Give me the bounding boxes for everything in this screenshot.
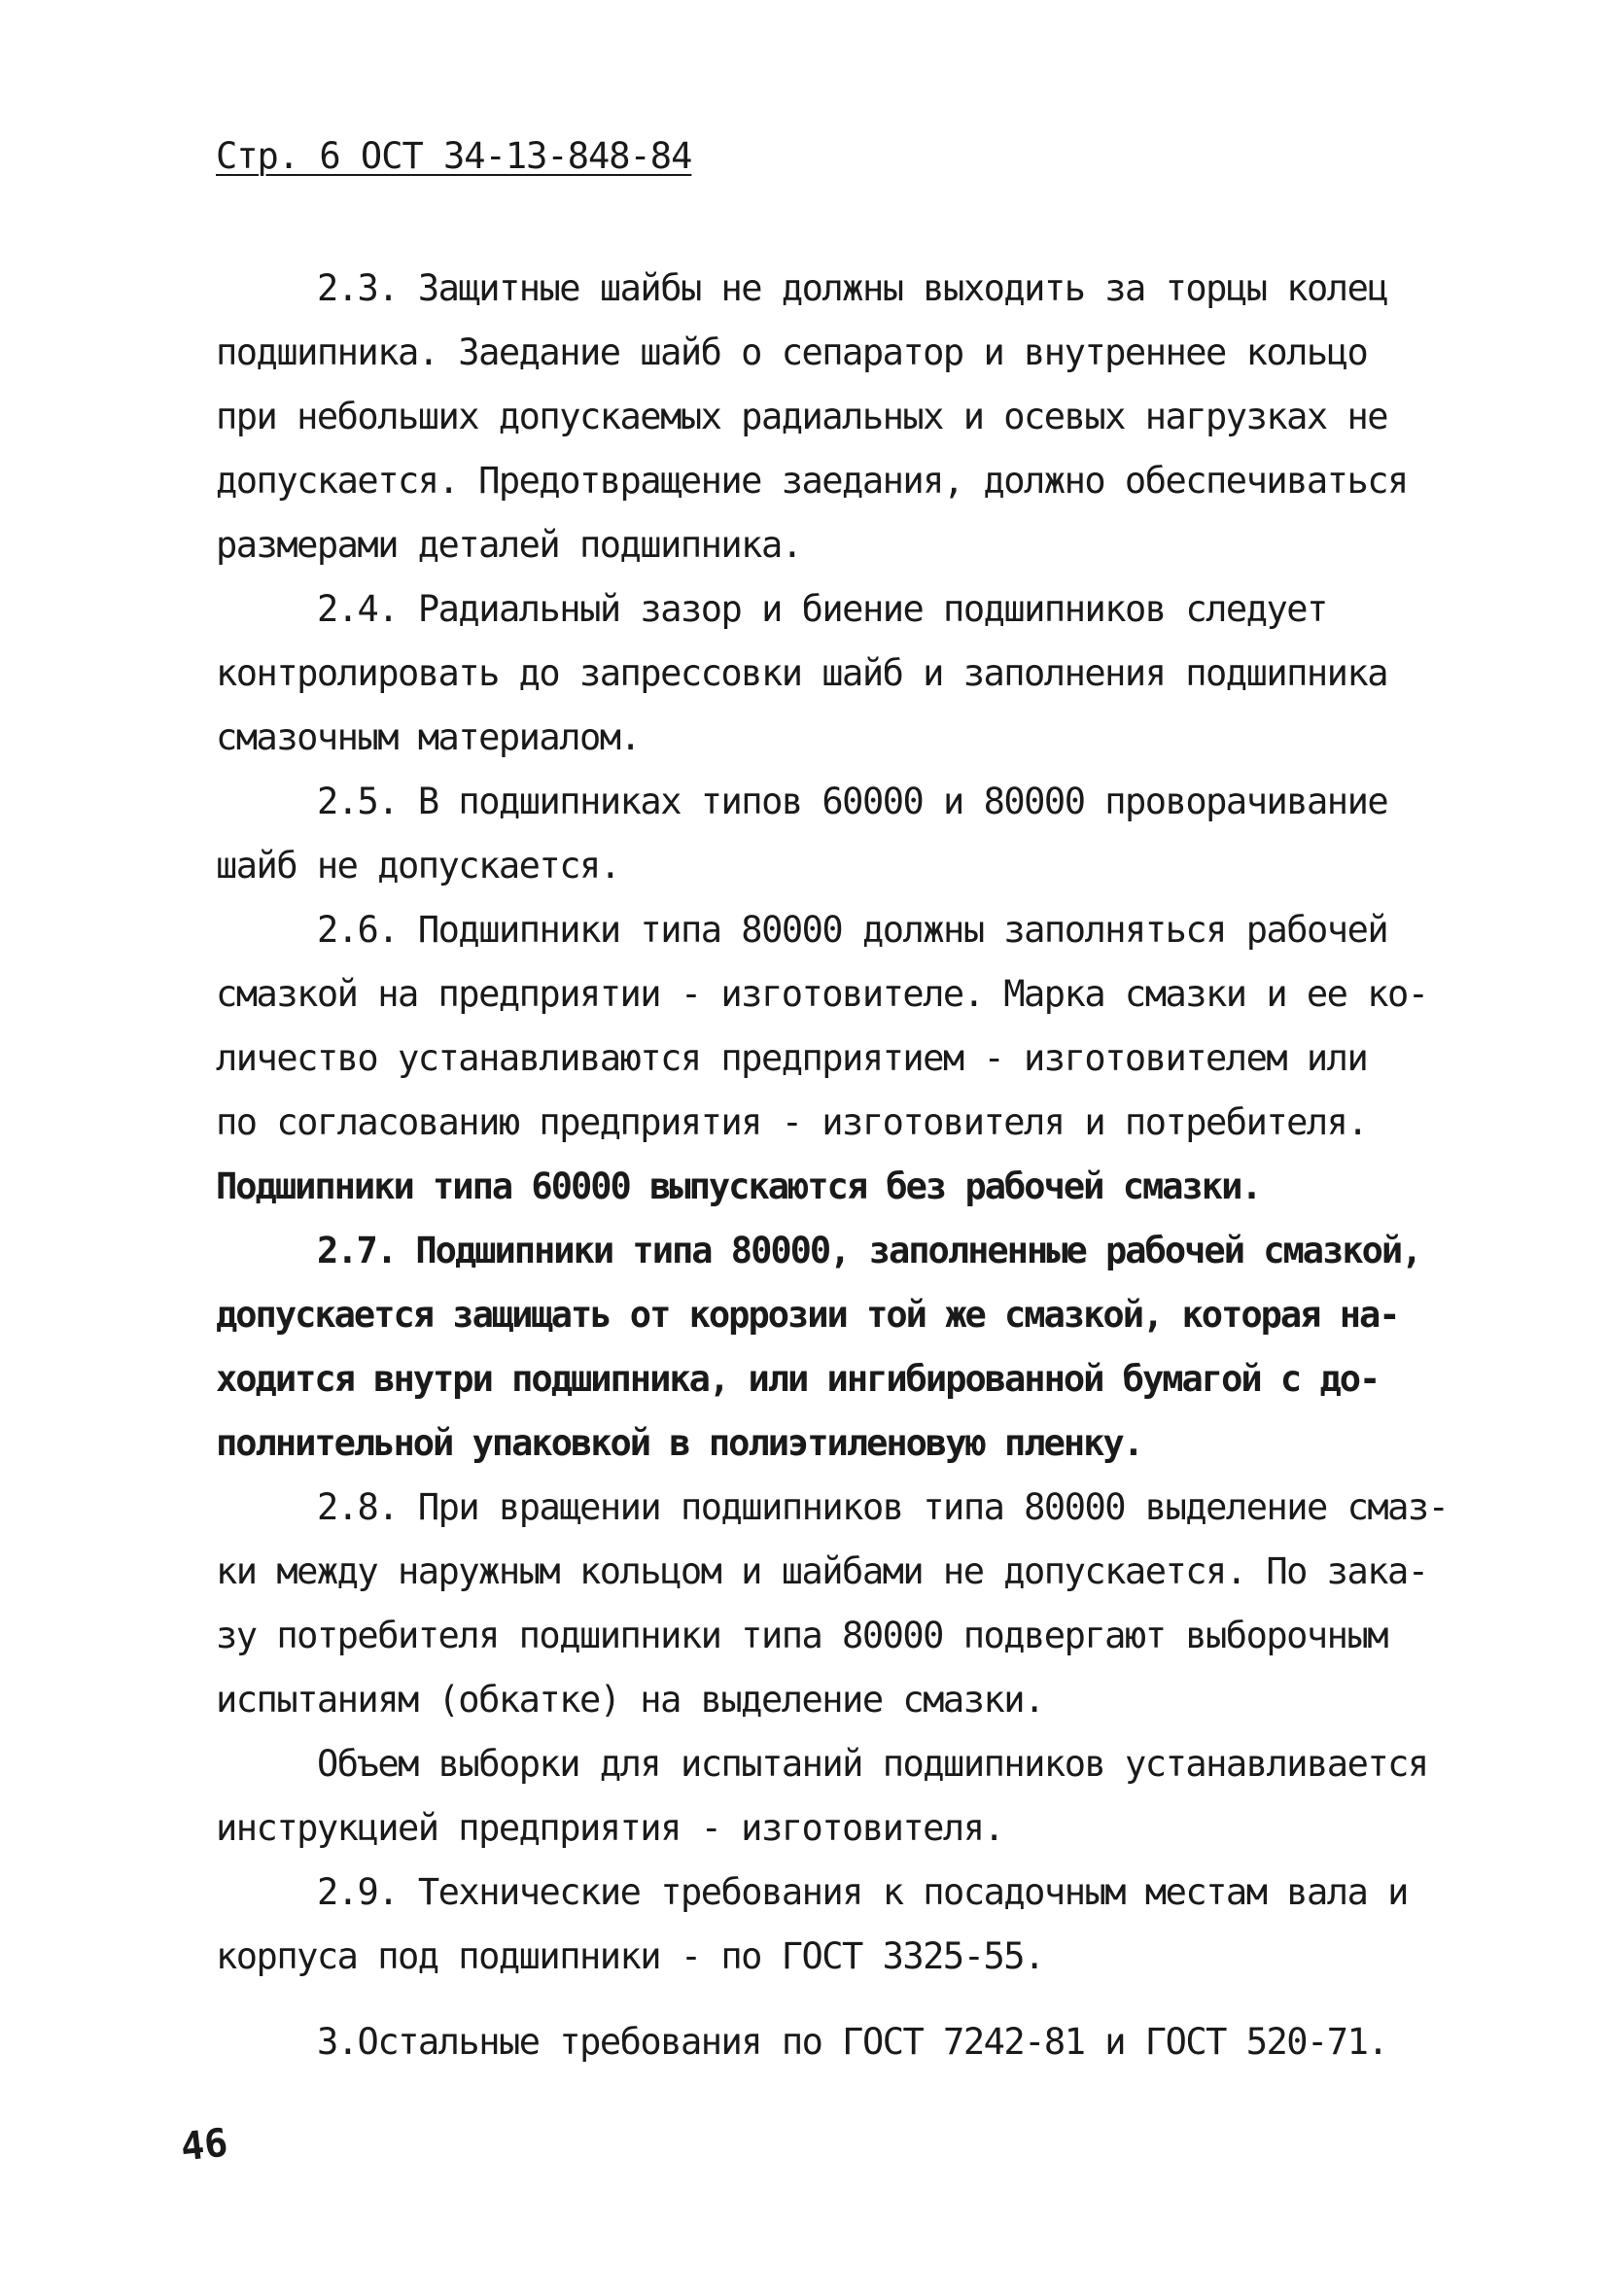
paragraph-line: зу потребителя подшипники типа 80000 подвергают выборочным: [216, 1615, 1388, 1656]
paragraph-line: полнительной упаковкой в полиэтиленовую пленку.: [216, 1422, 1142, 1464]
page-header: Стр. 6 ОСТ 34-13-848-84: [216, 135, 692, 177]
paragraph-line: испытаниям (обкатке) на выделение смазки.: [216, 1679, 1044, 1721]
paragraph-line: 3.Остальные требования по ГОСТ 7242-81 и ГОСТ 520-71.: [317, 2021, 1388, 2063]
paragraph-line: 2.6. Подшипники типа 80000 должны заполняться рабочей: [317, 909, 1388, 951]
paragraph-line: допускается защищать от коррозии той же смазкой, которая на-: [216, 1294, 1399, 1336]
paragraph-line: контролировать до запрессовки шайб и заполнения подшипника: [216, 652, 1388, 694]
paragraph-line: личество устанавливаются предприятием - изготовителем или: [216, 1037, 1368, 1079]
paragraph-line: ходится внутри подшипника, или ингибированной бумагой с до-: [216, 1358, 1380, 1400]
paragraph-line: Объем выборки для испытаний подшипников устанавливается: [317, 1743, 1428, 1785]
paragraph-line: размерами деталей подшипника.: [216, 524, 802, 566]
paragraph-line: подшипника. Заедание шайб о сепаратор и внутреннее кольцо: [216, 331, 1368, 373]
document-body: [216, 257, 1449, 2074]
page-number: 46: [178, 2120, 230, 2171]
paragraph-line: по согласованию предприятия - изготовителя и потребителя.: [216, 1101, 1368, 1143]
paragraph-line: смазкой на предприятии - изготовителе. Марка смазки и ее ко-: [216, 973, 1428, 1015]
section-gap: [216, 1989, 1441, 2010]
paragraph-line: 2.3. Защитные шайбы не должны выходить за торцы колец: [317, 267, 1388, 309]
paragraph-line: 2.4. Радиальный зазор и биение подшипников следует: [317, 588, 1327, 630]
paragraph-line: шайб не допускается.: [216, 845, 620, 887]
paragraph-line: при небольших допускаемых радиальных и осевых нагрузках не: [216, 396, 1388, 437]
paragraph-line: 2.5. В подшипниках типов 60000 и 80000 проворачивание: [317, 781, 1388, 822]
paragraph-line: ки между наружным кольцом и шайбами не допускается. По зака-: [216, 1550, 1428, 1592]
paragraph-line: 2.9. Технические требования к посадочным местам вала и: [317, 1871, 1408, 1913]
paragraph-line: Подшипники типа 60000 выпускаются без рабочей смазки.: [216, 1165, 1261, 1207]
paragraph-line: смазочным материалом.: [216, 716, 641, 758]
paragraph-line: корпуса под подшипники - по ГОСТ 3325-55.: [216, 1935, 1044, 1977]
paragraph-line: 2.8. При вращении подшипников типа 80000 выделение смаз-: [317, 1486, 1449, 1528]
paragraph-line: 2.7. Подшипники типа 80000, заполненные рабочей смазкой,: [317, 1230, 1421, 1271]
paragraph-line: инструкцией предприятия - изготовителя.: [216, 1807, 1004, 1849]
paragraph-line: допускается. Предотвращение заедания, должно обеспечиваться: [216, 460, 1408, 502]
